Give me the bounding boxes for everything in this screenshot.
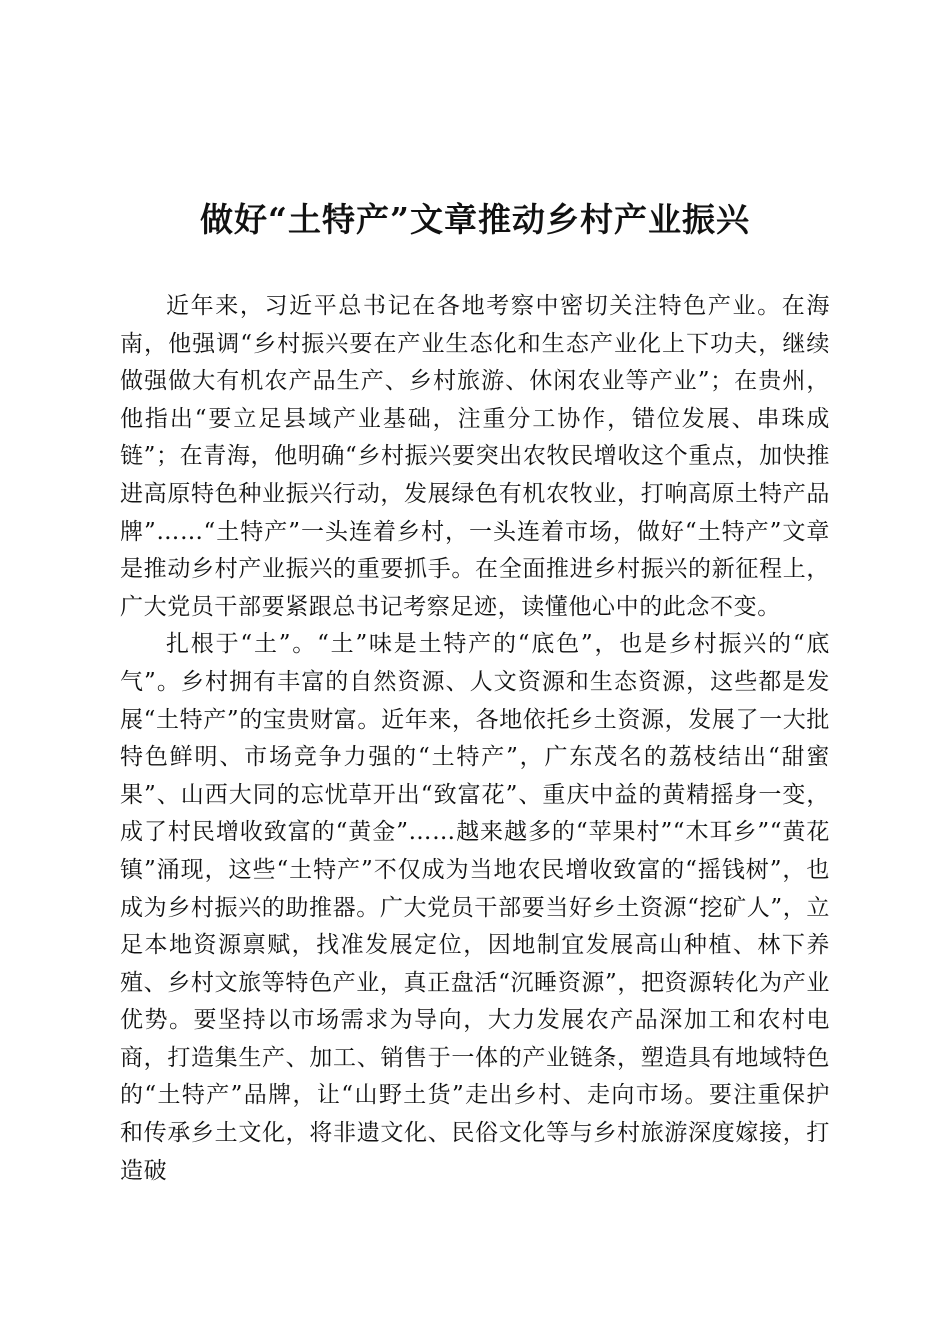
document-body [120,288,830,1190]
document-title: 做好“土特产”文章推动乡村产业振兴 [200,200,750,239]
paragraph-1: 近年来，习近平总书记在各地考察中密切关注特色产业。在海南，他强调“乡村振兴要在产业生态化和生态产业化上下功夫，继续做强做大有机农产品生产、乡村旅游、休闲农业等产业”；在贵州，他指出“要立足县域产业基础，注重分工协作，错位发展、串珠成链”；在青海，他明确“乡村振兴要突出农牧民增收这个重点，加快推进高原特色种业振兴行动，发展绿色有机农牧业，打响高原土特产品牌”……“土特产”一头连着乡村，一头连着市场，做好“土特产”文章是推动乡村产业振兴的重要抓手。在全面推进乡村振兴的新征程上，广大党员干部要紧跟总书记考察足迹，读懂他心中的此念不变。 [120,293,830,620]
paragraph-2: 扎根于“土”。“土”味是土特产的“底色”，也是乡村振兴的“底气”。乡村拥有丰富的自然资源、人文资源和生态资源，这些都是发展“土特产”的宝贵财富。近年来，各地依托乡土资源，发展了一大批特色鲜明、市场竞争力强的“土特产”，广东茂名的荔枝结出“甜蜜果”、山西大同的忘忧草开出“致富花”、重庆中益的黄精摇身一变，成了村民增收致富的“黄金”……越来越多的“苹果村”“木耳乡”“黄花镇”涌现，这些“土特产”不仅成为当地农民增收致富的“摇钱树”，也成为乡村振兴的助推器。广大党员干部要当好乡土资源“挖矿人”，立足本地资源禀赋，找准发展定位，因地制宜发展高山种植、林下养殖、乡村文旅等特色产业，真正盘活“沉睡资源”，把资源转化为产业优势。要坚持以市场需求为导向，大力发展农产品深加工和农村电商，打造集生产、加工、销售于一体的产业链条，塑造具有地域特色的“土特产”品牌，让“山野土货”走出乡村、走向市场。要注重保护和传承乡土文化，将非遗文化、民俗文化等与乡村旅游深度嫁接，打造破 [120,631,830,1184]
